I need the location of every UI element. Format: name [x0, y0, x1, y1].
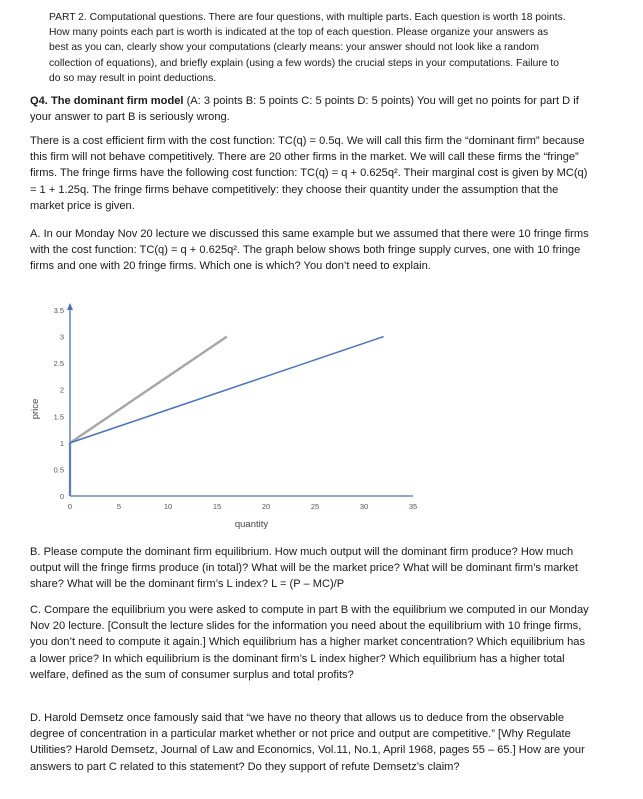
- x-axis-ticks: [68, 502, 417, 511]
- x-tick-label: 20: [261, 502, 271, 511]
- y-axis-label: price: [30, 398, 41, 420]
- fringe-supply-chart: [28, 296, 428, 534]
- part-a-question: A. In our Monday Nov 20 lecture we discussed this same example but we assumed that there were 10 fringe firms with the cost function: TC(q) = q + 0.625q². The graph below shows both fringe supply curves, one with 10 fringe firms and one with 20 fringe firms. Which one is which? You don’t need to explain.: [30, 228, 589, 273]
- y-tick-label: 3: [59, 332, 64, 342]
- q4-points: (A: 3 points B: 5 points C: 5 points D: 5 points): [186, 95, 415, 107]
- y-tick-label: 0: [59, 492, 64, 501]
- x-tick-label: 30: [359, 502, 369, 511]
- y-tick-label: 0.5: [53, 465, 64, 475]
- y-tick-label: 3.5: [53, 306, 64, 315]
- x-tick-label: 5: [116, 502, 122, 511]
- x-tick-label: 10: [163, 502, 173, 511]
- part-c-question: C. Compare the equilibrium you were asked to compute in part B with the equilibrium we computed in our Monday Nov 20 lecture. [Consult the lecture slides for the information you need about the equilibrium with 10 fringe firms, you don’t need to compute it again.] Which equilibrium has a higher market concentration? Which equilibrium has a lower price? In which equilibrium is the dominant firm’s L index higher? Which equilibrium has a higher total welfare, defined as the sum of consumer surplus and total profits?: [30, 604, 589, 681]
- x-tick-label: 0: [67, 502, 73, 511]
- cost-function-paragraph: There is a cost efficient firm with the cost function: TC(q) = 0.5q. We will call this firm the “dominant firm” because this firm will not behave competitively. There are 20 other firms in the market. We will call these firms the “fringe” firms. The fringe firms have the following cost function: TC(q) = q + 0.625q². Their marginal cost is given by MC(q) = 1 + 1.25q. The fringe firms behave competitively: they choose their quantity under the assumption that the market price is given.: [30, 135, 588, 212]
- part2-instructions: PART 2. Computational questions. There are four questions, with multiple parts. Each question is worth 18 points. How many points each part is worth is indicated at the top of each question. Please organize your answers as best as you can, clearly show your computations (clearly means: your answer should not look like a random collection of equations), and briefly explain (using a few words) the crucial steps in your computations. Failure to do so may result in point deductions.: [49, 12, 566, 84]
- y-axis-ticks: [54, 306, 64, 501]
- q4-heading: [30, 93, 590, 125]
- y-axis-arrow: [67, 303, 73, 310]
- chart-series: [70, 337, 384, 496]
- blue-supply-curve: [70, 337, 384, 496]
- x-axis-label: quantity: [234, 519, 269, 530]
- part-b-question: B. Please compute the dominant firm equilibrium. How much output will the dominant firm produce? How much output will the fringe firms produce (in total)? What will be the market price? What will be dominant firm’s market share? What will be the dominant firm’s L index? L = (P – MC)/P: [30, 546, 578, 591]
- y-tick-label: 1.5: [53, 412, 64, 422]
- y-tick-label: 1: [59, 438, 64, 448]
- y-tick-label: 2.5: [53, 359, 64, 369]
- q4-note: You will get no points for part D if your answer to part B is seriously wrong.: [30, 95, 579, 124]
- y-tick-label: 2: [59, 385, 64, 395]
- x-tick-label: 35: [408, 502, 418, 511]
- x-tick-label: 15: [212, 502, 222, 511]
- x-tick-label: 25: [310, 502, 320, 511]
- part-d-question: D. Harold Demsetz once famously said that “we have no theory that allows us to deduce from the observable degree of concentration in a particular market whether or not price and output are competitive.” [Why Regulate Utilities? Harold Demsetz, Journal of Law and Economics, Vol.11, No.1, April 1968, pages 55 – 65.] How are your answers to part C related to this statement? Do they support of refute Demsetz’s claim?: [30, 712, 585, 773]
- q4-title: Q4. The dominant firm model: [30, 95, 184, 107]
